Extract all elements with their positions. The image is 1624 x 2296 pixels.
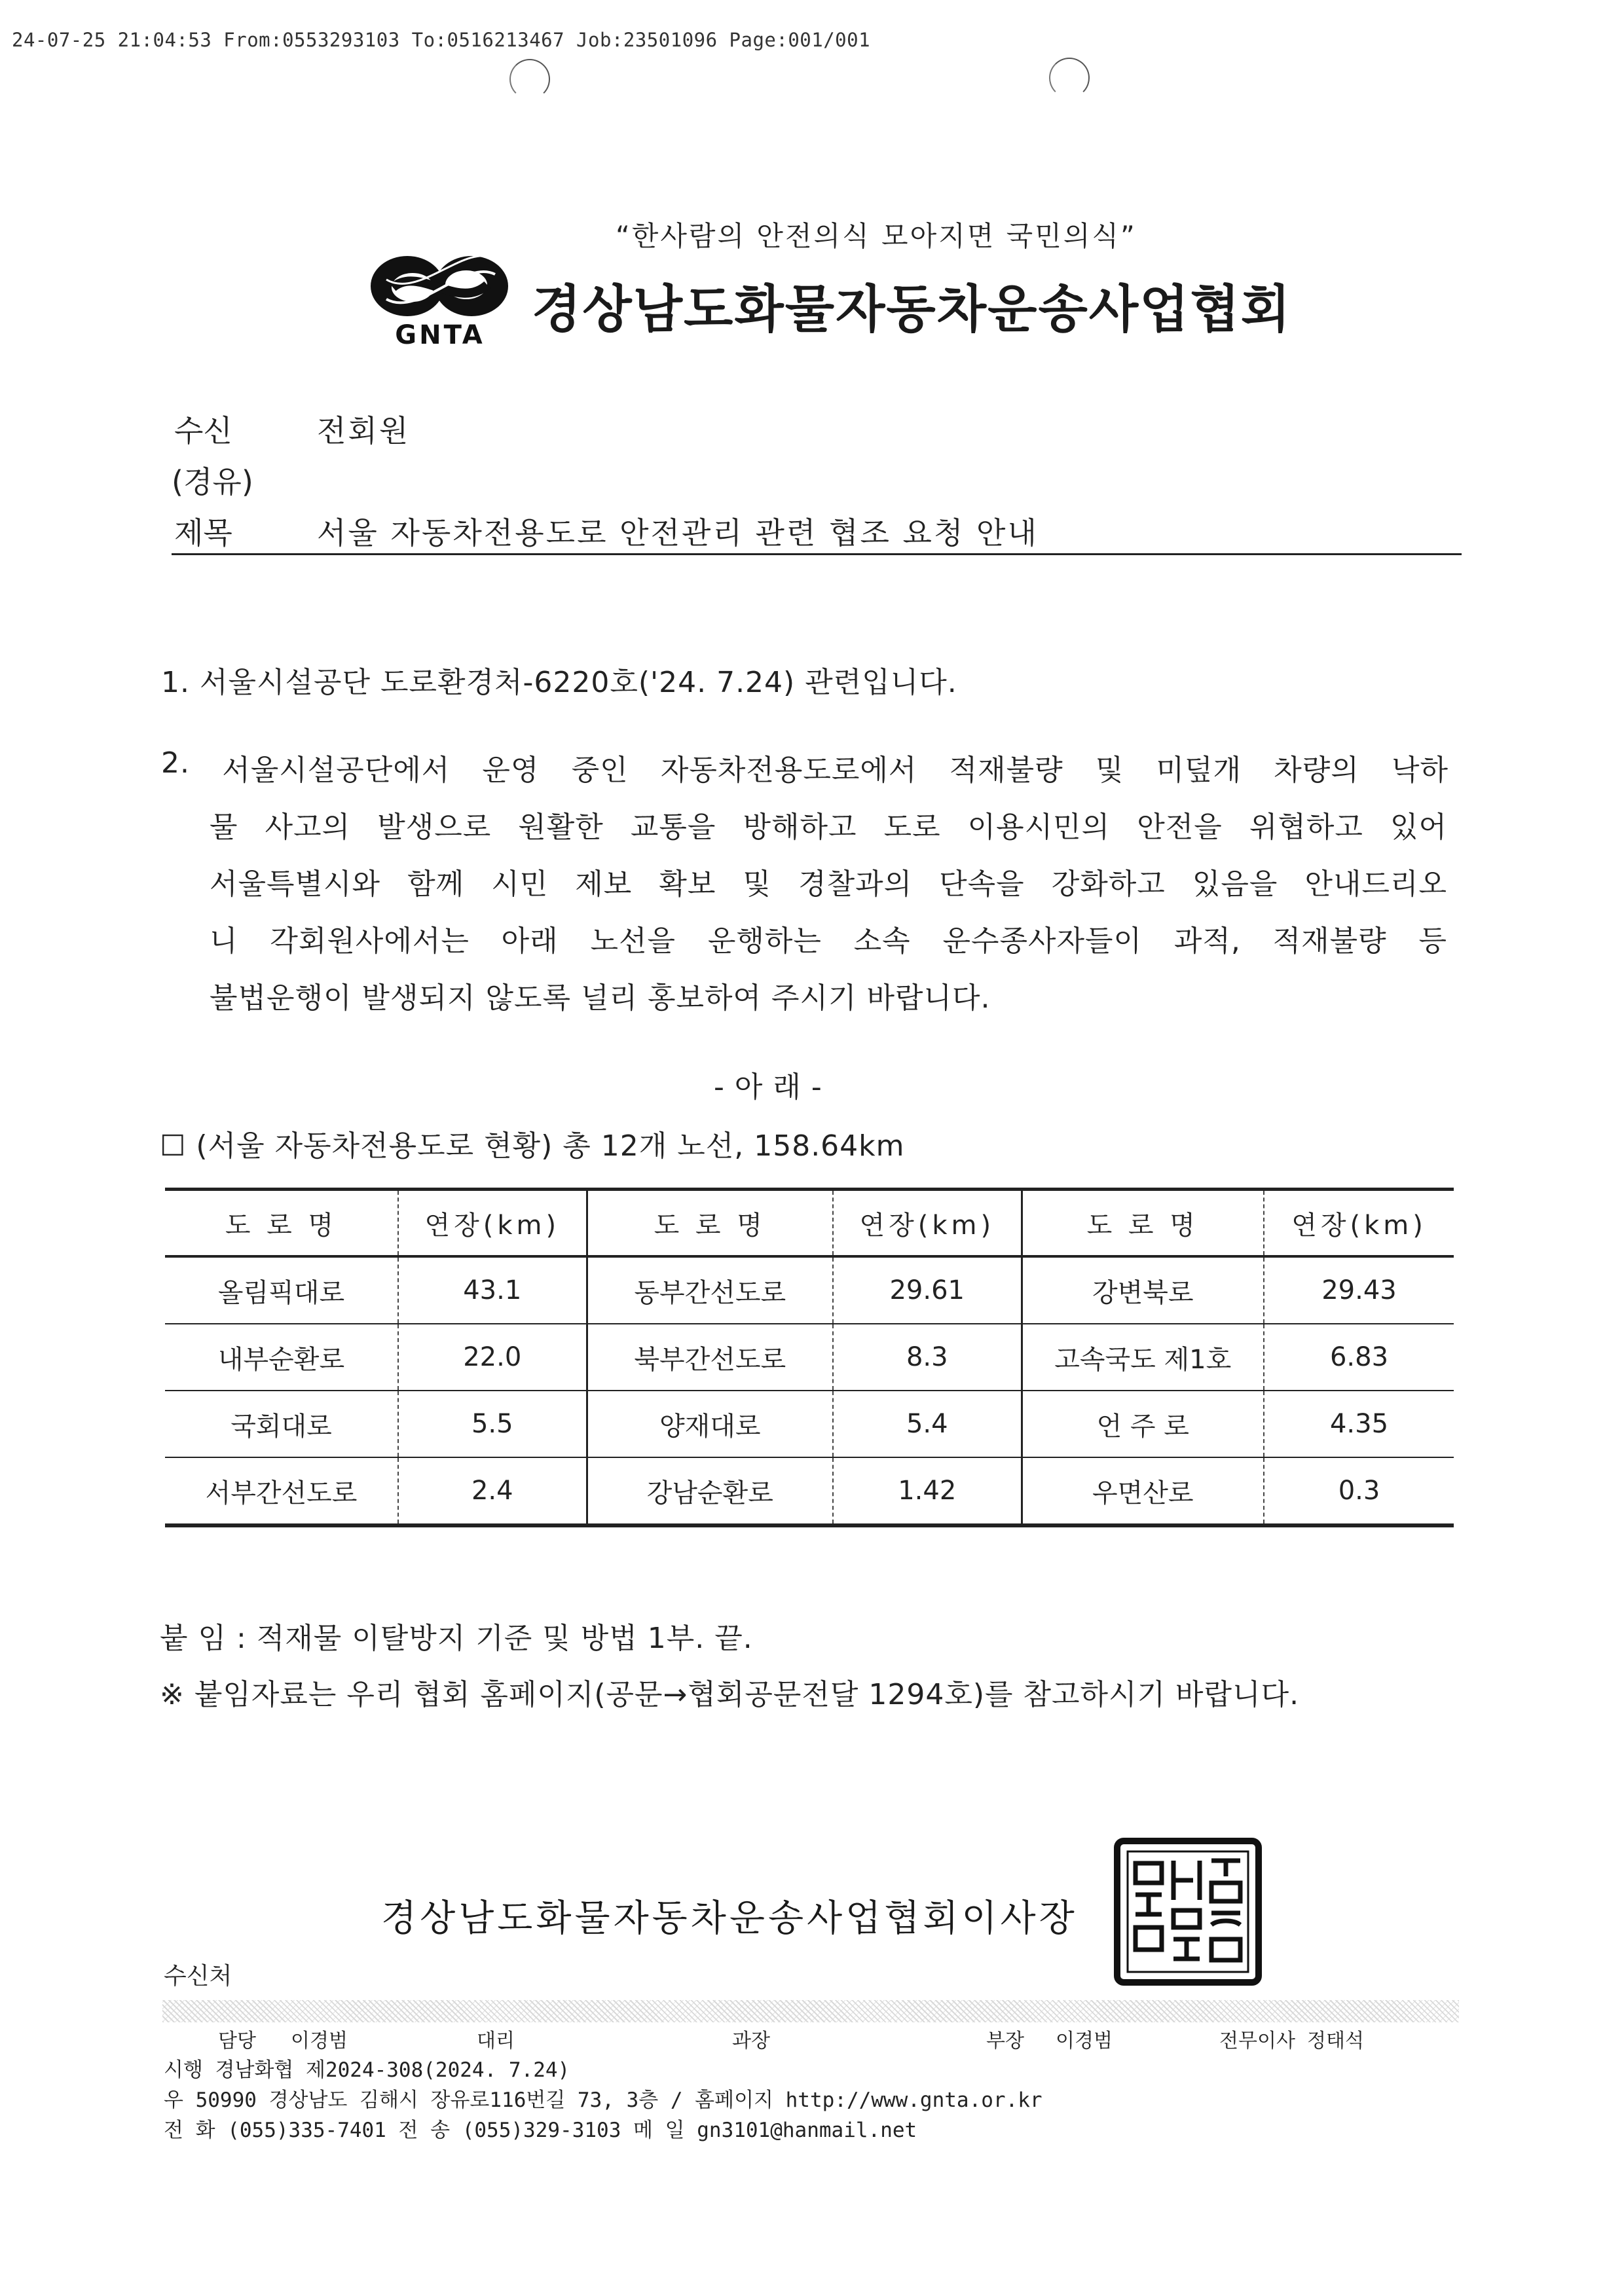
sender-name: 경상남도화물자동차운송사업협회이사장 <box>381 1897 1078 1940</box>
road-length: 29.61 <box>833 1256 1022 1324</box>
road-name: 언 주 로 <box>1022 1391 1264 1457</box>
col-header-length-2: 연장(km) <box>833 1190 1022 1257</box>
road-name: 국회대로 <box>165 1391 398 1457</box>
fax-header: 24-07-25 21:04:53 From:0553293103 To:0516213467 Job:23501096 Page:001/001 <box>12 29 871 51</box>
road-length: 4.35 <box>1264 1391 1454 1457</box>
road-table <box>165 1188 1454 1527</box>
col-header-road-3: 도 로 명 <box>1022 1190 1264 1257</box>
item-2-line-4: 니 각회원사에서는 아래 노선을 운행하는 소속 운수종사자들이 과적, 적재불량 등 <box>210 924 1447 958</box>
table-row <box>165 1256 1454 1324</box>
table-row <box>165 1457 1454 1525</box>
table-header-row <box>165 1190 1454 1257</box>
approval-role-section-chief: 과장 <box>732 2030 770 2052</box>
cc-label: 수신처 <box>164 1963 232 1990</box>
road-name: 강남순환로 <box>587 1457 833 1525</box>
road-length: 5.4 <box>833 1391 1022 1457</box>
col-header-length-1: 연장(km) <box>398 1190 587 1257</box>
road-length: 5.5 <box>398 1391 587 1457</box>
subject-value: 서울 자동차전용도로 안전관리 관련 협조 요청 안내 <box>317 515 1039 551</box>
subject-label: 제목 <box>174 515 232 551</box>
item-2-line-1: 2. 서울시설공단에서 운영 중인 자동차전용도로에서 적재불량 및 미덮개 차량의 낙하 <box>161 746 1449 787</box>
recipient-value: 전회원 <box>317 413 411 448</box>
table-row <box>165 1391 1454 1457</box>
road-name: 북부간선도로 <box>587 1324 833 1391</box>
road-name: 우면산로 <box>1022 1457 1264 1525</box>
approval-role-assistant-manager: 대리 <box>477 2030 515 2052</box>
approval-name-managing-director: 정태석 <box>1307 2030 1364 2052</box>
col-header-road-2: 도 로 명 <box>587 1190 833 1257</box>
table-row <box>165 1324 1454 1391</box>
contact-line: 전 화 (055)335-7401 전 송 (055)329-3103 메 일 gn3101@hanmail.net <box>164 2119 917 2142</box>
approval-name-staff: 이경범 <box>291 2030 348 2052</box>
road-length: 22.0 <box>398 1324 587 1391</box>
punch-hole-left <box>509 59 550 100</box>
punch-hole-right <box>1049 58 1090 98</box>
annex-heading: - 아 래 - <box>714 1070 822 1104</box>
logo-text: GNTA <box>395 320 485 350</box>
road-length: 1.42 <box>833 1457 1022 1525</box>
road-name: 고속국도 제1호 <box>1022 1324 1264 1391</box>
item-1: 1. 서울시설공단 도로환경처-6220호('24. 7.24) 관련입니다. <box>161 666 957 699</box>
approval-divider <box>162 2000 1459 2022</box>
slogan: “한사람의 안전의식 모아지면 국민의식” <box>616 220 1137 252</box>
item-2-line-5: 불법운행이 발생되지 않도록 널리 홍보하여 주시기 바랍니다. <box>210 981 991 1015</box>
col-header-length-3: 연장(km) <box>1264 1190 1454 1257</box>
status-line: ☐ (서울 자동차전용도로 현황) 총 12개 노선, 158.64km <box>160 1129 905 1163</box>
approval-name-department-head: 이경범 <box>1056 2030 1113 2052</box>
item-2-line-2: 물 사고의 발생으로 원활한 교통을 방해하고 도로 이용시민의 안전을 위협하고 있어 <box>210 811 1447 844</box>
reference-note: ※ 붙임자료는 우리 협회 홈페이지(공문→협회공문전달 1294호)를 참고하시기 바랍니다. <box>160 1678 1300 1711</box>
via-label: (경유) <box>172 464 253 500</box>
road-name: 양재대로 <box>587 1391 833 1457</box>
road-length: 2.4 <box>398 1457 587 1525</box>
road-name: 내부순환로 <box>165 1324 398 1391</box>
road-length: 43.1 <box>398 1256 587 1324</box>
enforcement-number: 시행 경남화협 제2024-308(2024. 7.24) <box>164 2058 570 2082</box>
address-line: 우 50990 경상남도 김해시 장유로116번길 73, 3층 / 홈페이지 http://www.gnta.or.kr <box>164 2088 1043 2112</box>
item-2-line-3: 서울특별시와 함께 시민 제보 확보 및 경찰과의 단속을 강화하고 있음을 안내드리오 <box>210 867 1447 901</box>
road-name: 강변북로 <box>1022 1256 1264 1324</box>
official-seal <box>1113 1837 1263 1986</box>
org-name: 경상남도화물자동차운송사업협회 <box>532 280 1292 339</box>
header-divider <box>172 553 1462 555</box>
road-length: 0.3 <box>1264 1457 1454 1525</box>
road-name: 서부간선도로 <box>165 1457 398 1525</box>
gnta-logo <box>367 239 514 350</box>
attachment-line: 붙 임 : 적재물 이탈방지 기준 및 방법 1부. 끝. <box>160 1622 753 1655</box>
road-length: 8.3 <box>833 1324 1022 1391</box>
approval-role-managing-director: 전무이사 <box>1219 2030 1295 2052</box>
road-length: 6.83 <box>1264 1324 1454 1391</box>
road-name: 올림픽대로 <box>165 1256 398 1324</box>
recipient-label: 수신 <box>174 413 232 448</box>
road-length: 29.43 <box>1264 1256 1454 1324</box>
approval-role-department-head: 부장 <box>986 2030 1024 2052</box>
col-header-road-1: 도 로 명 <box>165 1190 398 1257</box>
approval-role-staff: 담당 <box>218 2030 256 2052</box>
road-name: 동부간선도로 <box>587 1256 833 1324</box>
